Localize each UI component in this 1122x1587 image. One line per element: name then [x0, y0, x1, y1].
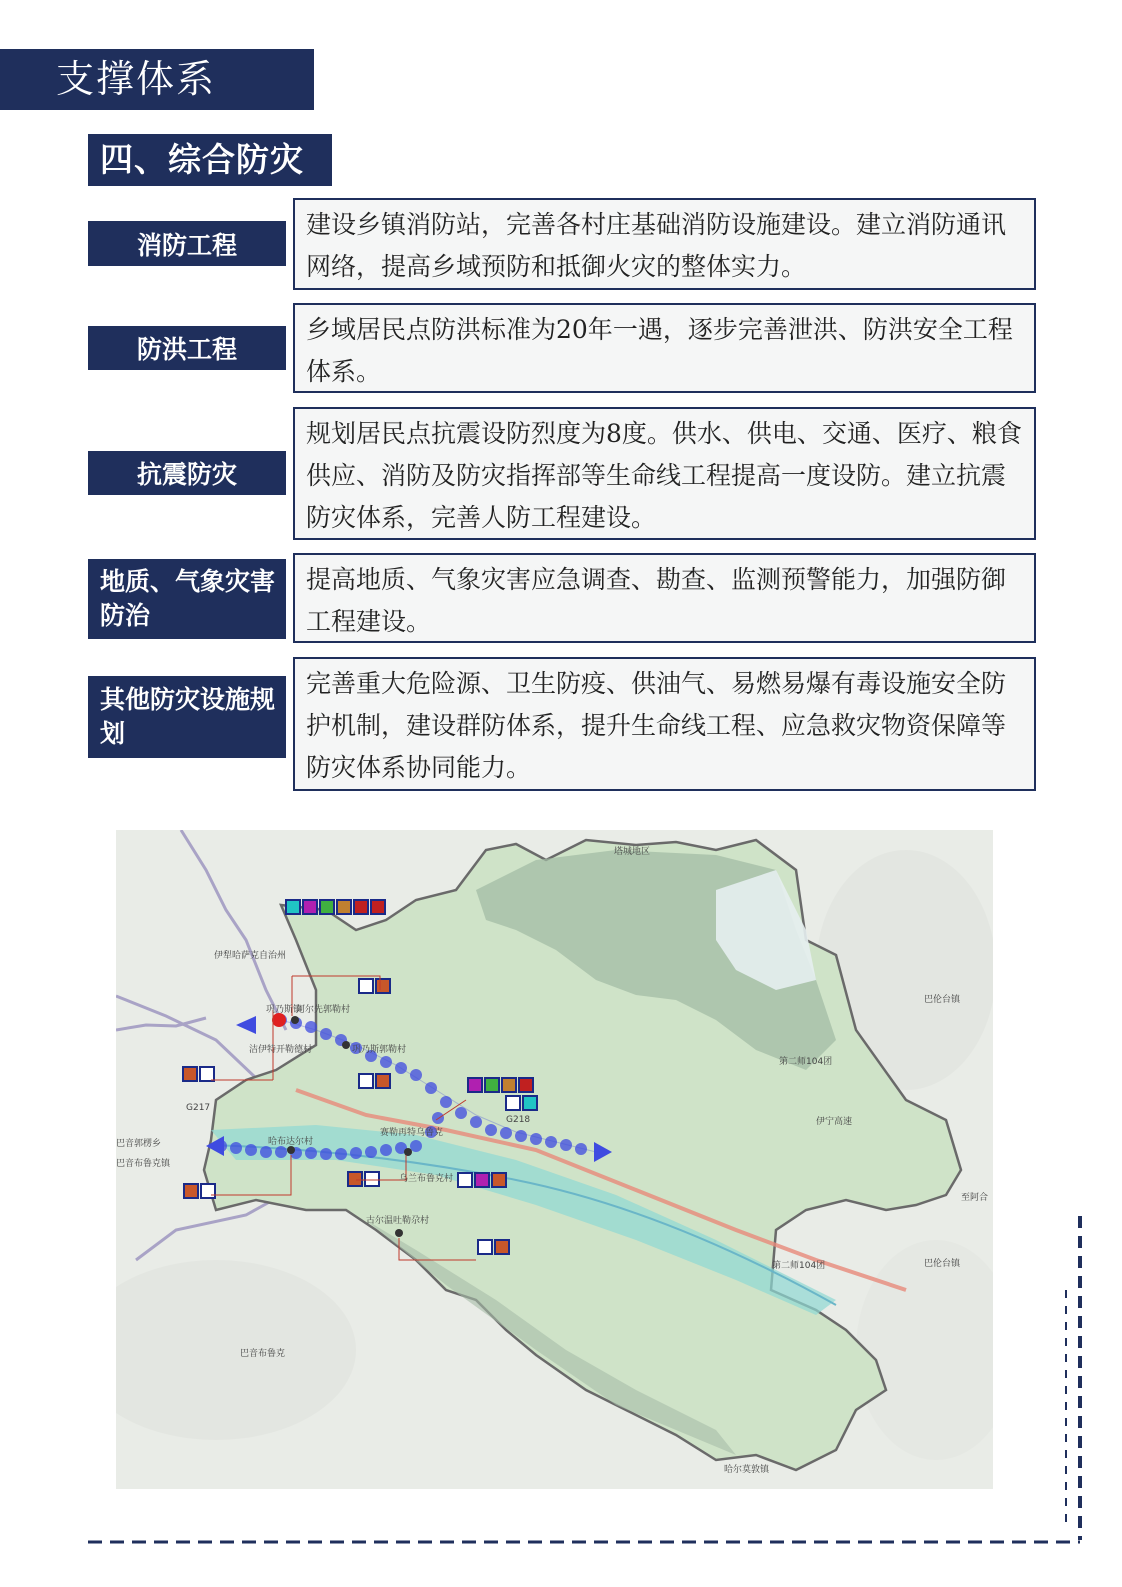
row-text-geology: 提高地质、气象灾害应急调查、勘查、监测预警能力，加强防御工程建设。: [293, 553, 1036, 643]
row-label-earthquake: 抗震防灾: [88, 451, 286, 495]
row-text-earthquake: 规划居民点抗震设防烈度为8度。供水、供电、交通、医疗、粮食供应、消防及防灾指挥部等生命线工程提高一度设防。建立抗震防灾体系，完善人防工程建设。: [293, 407, 1036, 540]
row-text-fire: 建设乡镇消防站，完善各村庄基础消防设施建设。建立消防通讯网络，提高乡域预防和抵御火灾的整体实力。: [293, 198, 1036, 290]
label-salle: 赛勒再特乌鲁克: [380, 1128, 444, 1138]
label-nainsi: 巩乃斯镇: [266, 1005, 303, 1015]
label-aerxian: 阿尔先郭勒村: [296, 1005, 351, 1015]
row-label-flood: 防洪工程: [88, 326, 286, 370]
label-tuan104-n: 第二师104团: [779, 1057, 833, 1067]
label-gongnaisi: 巩乃斯郭勒村: [352, 1045, 407, 1055]
label-bayingou-w: 巴音郭楞乡: [116, 1139, 162, 1149]
row-label-other: 其他防灾设施规划: [88, 676, 286, 758]
label-harbeng: 哈尔莫敦镇: [724, 1465, 770, 1475]
label-bayinggou-e: 巴伦台镇: [924, 1259, 961, 1269]
label-guer: 古尔温吐勒尕村: [366, 1216, 430, 1226]
label-bayinbuluke: 巴音布鲁克: [240, 1349, 286, 1359]
section-title: 支撑体系: [0, 49, 314, 110]
label-zhaosu: 至阿合: [961, 1193, 989, 1203]
label-wulan: 乌兰布鲁克村: [399, 1174, 454, 1184]
label-bayinbuluke-w: 巴音布鲁克镇: [116, 1159, 171, 1169]
row-text-other: 完善重大危险源、卫生防疫、供油气、易燃易爆有毒设施安全防护机制，建设群防体系，提升生命线工程、应急救灾物资保障等防灾体系协同能力。: [293, 657, 1036, 791]
row-label-fire: 消防工程: [88, 221, 286, 266]
decorative-dashed-frame: [88, 1210, 1088, 1550]
label-road-g218: G218: [506, 1115, 531, 1125]
label-road-g217: G217: [186, 1103, 211, 1113]
row-text-flood: 乡域居民点防洪标准为20年一遇，逐步完善泄洪、防洪安全工程体系。: [293, 303, 1036, 393]
label-hatu: 哈布达尔村: [268, 1137, 314, 1147]
chapter-title: 四、综合防灾: [88, 134, 332, 186]
label-tacheng: 塔城地区: [614, 847, 651, 857]
row-label-geology: 地质、气象灾害防治: [88, 559, 286, 639]
label-tuan104-s: 第二师104团: [772, 1261, 826, 1271]
label-bayinggou-ne: 巴伦台镇: [924, 995, 961, 1005]
label-yining-highway: 伊宁高速: [816, 1117, 853, 1127]
label-yili: 伊犁哈萨克自治州: [214, 951, 287, 961]
label-qingyi: 洁伊特开勒德村: [249, 1045, 313, 1055]
